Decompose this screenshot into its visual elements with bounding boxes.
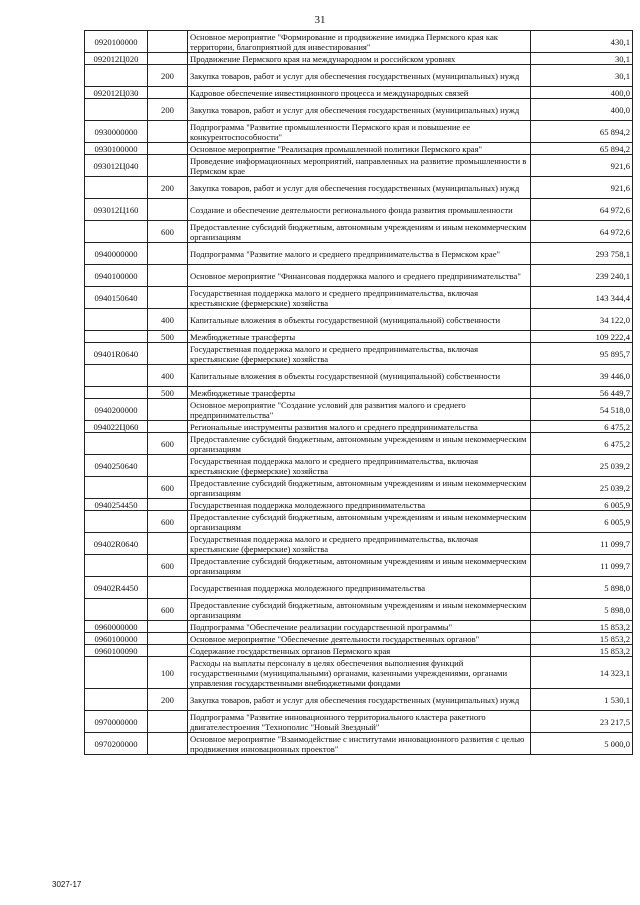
table-row xyxy=(85,733,633,755)
expense-type-code-cell: 500 xyxy=(148,387,188,399)
table-row xyxy=(85,455,633,477)
amount-cell: 293 758,1 xyxy=(531,243,633,265)
table-row xyxy=(85,31,633,53)
item-name-cell: Межбюджетные трансферты xyxy=(188,387,531,399)
table-row xyxy=(85,599,633,621)
table-row xyxy=(85,633,633,645)
target-article-code-cell: 0940250640 xyxy=(85,455,148,477)
amount-cell: 25 039,2 xyxy=(531,455,633,477)
amount-cell: 5 898,0 xyxy=(531,577,633,599)
amount-cell: 6 005,9 xyxy=(531,511,633,533)
amount-cell: 430,1 xyxy=(531,31,633,53)
item-name-cell: Подпрограмма "Обеспечение реализации государственной программы" xyxy=(188,621,531,633)
item-name-cell: Государственная поддержка малого и среднего предпринимательства, включая крестьянские (фермерские) хозяйства xyxy=(188,287,531,309)
target-article-code-cell: 092012Ц030 xyxy=(85,87,148,99)
target-article-code-cell xyxy=(85,511,148,533)
target-article-code-cell xyxy=(85,177,148,199)
target-article-code-cell xyxy=(85,309,148,331)
item-name-cell: Региональные инструменты развития малого и среднего предпринимательства xyxy=(188,421,531,433)
table-row xyxy=(85,645,633,657)
target-article-code-cell: 09402R4450 xyxy=(85,577,148,599)
expense-type-code-cell: 400 xyxy=(148,365,188,387)
target-article-code-cell: 0940000000 xyxy=(85,243,148,265)
amount-cell: 54 518,0 xyxy=(531,399,633,421)
amount-cell: 6 475,2 xyxy=(531,433,633,455)
expense-type-code-cell xyxy=(148,621,188,633)
expense-type-code-cell: 600 xyxy=(148,555,188,577)
expense-type-code-cell: 200 xyxy=(148,689,188,711)
item-name-cell: Государственная поддержка малого и среднего предпринимательства, включая крестьянские (фермерские) хозяйства xyxy=(188,343,531,365)
expense-type-code-cell: 400 xyxy=(148,309,188,331)
expense-type-code-cell xyxy=(148,645,188,657)
amount-cell: 39 446,0 xyxy=(531,365,633,387)
table-row xyxy=(85,399,633,421)
amount-cell: 6 005,9 xyxy=(531,499,633,511)
page-number: 31 xyxy=(314,14,326,26)
amount-cell: 6 475,2 xyxy=(531,421,633,433)
amount-cell: 400,0 xyxy=(531,87,633,99)
expense-type-code-cell xyxy=(148,155,188,177)
amount-cell: 30,1 xyxy=(531,53,633,65)
amount-cell: 23 217,5 xyxy=(531,711,633,733)
table-row xyxy=(85,555,633,577)
item-name-cell: Подпрограмма "Развитие промышленности Пермского края и повышение ее конкурентоспособности" xyxy=(188,121,531,143)
amount-cell: 15 853,2 xyxy=(531,633,633,645)
expense-type-code-cell xyxy=(148,143,188,155)
expense-type-code-cell: 600 xyxy=(148,511,188,533)
target-article-code-cell: 0960100090 xyxy=(85,645,148,657)
budget-table xyxy=(84,30,633,755)
item-name-cell: Закупка товаров, работ и услуг для обеспечения государственных (муниципальных) нужд xyxy=(188,99,531,121)
item-name-cell: Проведение информационных мероприятий, направленных на развитие промышленности в Пермском крае xyxy=(188,155,531,177)
item-name-cell: Капитальные вложения в объекты государственной (муниципальной) собственности xyxy=(188,309,531,331)
target-article-code-cell: 0970000000 xyxy=(85,711,148,733)
target-article-code-cell: 0940200000 xyxy=(85,399,148,421)
amount-cell: 921,6 xyxy=(531,177,633,199)
amount-cell: 5 898,0 xyxy=(531,599,633,621)
expense-type-code-cell xyxy=(148,421,188,433)
table-row xyxy=(85,331,633,343)
item-name-cell: Основное мероприятие "Обеспечение деятельности государственных органов" xyxy=(188,633,531,645)
expense-type-code-cell xyxy=(148,343,188,365)
item-name-cell: Государственная поддержка малого и среднего предпринимательства, включая крестьянские (фермерские) хозяйства xyxy=(188,533,531,555)
item-name-cell: Продвижение Пермского края на международном и российском уровнях xyxy=(188,53,531,65)
item-name-cell: Создание и обеспечение деятельности регионального фонда развития промышленности xyxy=(188,199,531,221)
table-row xyxy=(85,387,633,399)
table-row xyxy=(85,343,633,365)
expense-type-code-cell: 200 xyxy=(148,99,188,121)
table-row xyxy=(85,99,633,121)
item-name-cell: Предоставление субсидий бюджетным, автономным учреждениям и иным некоммерческим организациям xyxy=(188,555,531,577)
expense-type-code-cell: 200 xyxy=(148,65,188,87)
target-article-code-cell: 0920100000 xyxy=(85,31,148,53)
expense-type-code-cell xyxy=(148,399,188,421)
item-name-cell: Предоставление субсидий бюджетным, автономным учреждениям и иным некоммерческим организациям xyxy=(188,433,531,455)
expense-type-code-cell xyxy=(148,87,188,99)
amount-cell: 65 894,2 xyxy=(531,121,633,143)
item-name-cell: Предоставление субсидий бюджетным, автономным учреждениям и иным некоммерческим организациям xyxy=(188,511,531,533)
expense-type-code-cell xyxy=(148,499,188,511)
target-article-code-cell: 0930100000 xyxy=(85,143,148,155)
target-article-code-cell: 092012Ц020 xyxy=(85,53,148,65)
target-article-code-cell: 0940254450 xyxy=(85,499,148,511)
target-article-code-cell xyxy=(85,599,148,621)
target-article-code-cell: 0940150640 xyxy=(85,287,148,309)
table-row xyxy=(85,155,633,177)
expense-type-code-cell xyxy=(148,53,188,65)
target-article-code-cell xyxy=(85,477,148,499)
table-row xyxy=(85,243,633,265)
table-row xyxy=(85,309,633,331)
item-name-cell: Основное мероприятие "Взаимодействие с институтами инновационного развития с целью продвижения инновационных проектов" xyxy=(188,733,531,755)
amount-cell: 5 000,0 xyxy=(531,733,633,755)
table-row xyxy=(85,533,633,555)
target-article-code-cell: 0960000000 xyxy=(85,621,148,633)
item-name-cell: Закупка товаров, работ и услуг для обеспечения государственных (муниципальных) нужд xyxy=(188,689,531,711)
table-row xyxy=(85,143,633,155)
item-name-cell: Государственная поддержка молодежного предпринимательства xyxy=(188,577,531,599)
amount-cell: 143 344,4 xyxy=(531,287,633,309)
target-article-code-cell xyxy=(85,365,148,387)
budget-table-body xyxy=(85,31,633,755)
expense-type-code-cell: 500 xyxy=(148,331,188,343)
amount-cell: 15 853,2 xyxy=(531,621,633,633)
expense-type-code-cell: 200 xyxy=(148,177,188,199)
item-name-cell: Закупка товаров, работ и услуг для обеспечения государственных (муниципальных) нужд xyxy=(188,177,531,199)
table-row xyxy=(85,421,633,433)
table-row xyxy=(85,65,633,87)
item-name-cell: Содержание государственных органов Пермского края xyxy=(188,645,531,657)
expense-type-code-cell: 600 xyxy=(148,221,188,243)
target-article-code-cell xyxy=(85,657,148,689)
expense-type-code-cell xyxy=(148,711,188,733)
target-article-code-cell: 094022Ц060 xyxy=(85,421,148,433)
table-row xyxy=(85,433,633,455)
expense-type-code-cell xyxy=(148,633,188,645)
amount-cell: 64 972,6 xyxy=(531,199,633,221)
expense-type-code-cell xyxy=(148,733,188,755)
table-row xyxy=(85,365,633,387)
table-row xyxy=(85,711,633,733)
item-name-cell: Основное мероприятие "Реализация промышленной политики Пермского края" xyxy=(188,143,531,155)
expense-type-code-cell xyxy=(148,533,188,555)
expense-type-code-cell: 600 xyxy=(148,599,188,621)
amount-cell: 56 449,7 xyxy=(531,387,633,399)
expense-type-code-cell xyxy=(148,265,188,287)
table-row xyxy=(85,221,633,243)
table-row xyxy=(85,657,633,689)
table-row xyxy=(85,477,633,499)
amount-cell: 95 895,7 xyxy=(531,343,633,365)
expense-type-code-cell: 600 xyxy=(148,477,188,499)
target-article-code-cell xyxy=(85,433,148,455)
item-name-cell: Капитальные вложения в объекты государственной (муниципальной) собственности xyxy=(188,365,531,387)
document-footer-id: 3027-17 xyxy=(52,880,82,889)
item-name-cell: Основное мероприятие "Формирование и продвижение имиджа Пермского края как территории, благоприятной для инвестирования" xyxy=(188,31,531,53)
amount-cell: 30,1 xyxy=(531,65,633,87)
target-article-code-cell xyxy=(85,221,148,243)
target-article-code-cell: 0960100000 xyxy=(85,633,148,645)
target-article-code-cell: 09402R0640 xyxy=(85,533,148,555)
amount-cell: 34 122,0 xyxy=(531,309,633,331)
table-row xyxy=(85,499,633,511)
target-article-code-cell xyxy=(85,65,148,87)
table-row xyxy=(85,621,633,633)
table-row xyxy=(85,511,633,533)
amount-cell: 65 894,2 xyxy=(531,143,633,155)
amount-cell: 11 099,7 xyxy=(531,533,633,555)
expense-type-code-cell xyxy=(148,455,188,477)
item-name-cell: Межбюджетные трансферты xyxy=(188,331,531,343)
item-name-cell: Государственная поддержка малого и среднего предпринимательства, включая крестьянские (фермерские) хозяйства xyxy=(188,455,531,477)
table-row xyxy=(85,265,633,287)
expense-type-code-cell xyxy=(148,199,188,221)
expense-type-code-cell: 600 xyxy=(148,433,188,455)
table-row xyxy=(85,177,633,199)
amount-cell: 921,6 xyxy=(531,155,633,177)
amount-cell: 11 099,7 xyxy=(531,555,633,577)
table-row xyxy=(85,199,633,221)
target-article-code-cell xyxy=(85,99,148,121)
amount-cell: 64 972,6 xyxy=(531,221,633,243)
item-name-cell: Подпрограмма "Развитие инновационного территориального кластера ракетного двигателестроения "Технополис "Новый Звездный" xyxy=(188,711,531,733)
amount-cell: 1 530,1 xyxy=(531,689,633,711)
item-name-cell: Предоставление субсидий бюджетным, автономным учреждениям и иным некоммерческим организациям xyxy=(188,599,531,621)
item-name-cell: Предоставление субсидий бюджетным, автономным учреждениям и иным некоммерческим организациям xyxy=(188,221,531,243)
table-row xyxy=(85,121,633,143)
amount-cell: 14 323,1 xyxy=(531,657,633,689)
expense-type-code-cell xyxy=(148,243,188,265)
amount-cell: 15 853,2 xyxy=(531,645,633,657)
amount-cell: 400,0 xyxy=(531,99,633,121)
item-name-cell: Предоставление субсидий бюджетным, автономным учреждениям и иным некоммерческим организациям xyxy=(188,477,531,499)
item-name-cell: Основное мероприятие "Финансовая поддержка малого и среднего предпринимательства" xyxy=(188,265,531,287)
table-row xyxy=(85,689,633,711)
expense-type-code-cell xyxy=(148,577,188,599)
expense-type-code-cell xyxy=(148,121,188,143)
item-name-cell: Кадровое обеспечение инвестиционного процесса и международных связей xyxy=(188,87,531,99)
item-name-cell: Закупка товаров, работ и услуг для обеспечения государственных (муниципальных) нужд xyxy=(188,65,531,87)
table-row xyxy=(85,287,633,309)
item-name-cell: Подпрограмма "Развитие малого и среднего предпринимательства в Пермском крае" xyxy=(188,243,531,265)
target-article-code-cell: 0970200000 xyxy=(85,733,148,755)
target-article-code-cell xyxy=(85,555,148,577)
table-row xyxy=(85,87,633,99)
item-name-cell: Основное мероприятие "Создание условий для развития малого и среднего предпринимательства" xyxy=(188,399,531,421)
table-row xyxy=(85,577,633,599)
target-article-code-cell xyxy=(85,331,148,343)
expense-type-code-cell xyxy=(148,31,188,53)
target-article-code-cell xyxy=(85,689,148,711)
target-article-code-cell: 093012Ц160 xyxy=(85,199,148,221)
expense-type-code-cell xyxy=(148,287,188,309)
target-article-code-cell: 0940100000 xyxy=(85,265,148,287)
table-row xyxy=(85,53,633,65)
amount-cell: 109 222,4 xyxy=(531,331,633,343)
expense-type-code-cell: 100 xyxy=(148,657,188,689)
target-article-code-cell xyxy=(85,387,148,399)
target-article-code-cell: 093012Ц040 xyxy=(85,155,148,177)
target-article-code-cell: 0930000000 xyxy=(85,121,148,143)
amount-cell: 25 039,2 xyxy=(531,477,633,499)
item-name-cell: Расходы на выплаты персоналу в целях обеспечения выполнения функций государственными (муниципальными) органами, казенными учреждениями, органами управления государственными внебюджетными фондами xyxy=(188,657,531,689)
item-name-cell: Государственная поддержка молодежного предпринимательства xyxy=(188,499,531,511)
target-article-code-cell: 09401R0640 xyxy=(85,343,148,365)
amount-cell: 239 240,1 xyxy=(531,265,633,287)
